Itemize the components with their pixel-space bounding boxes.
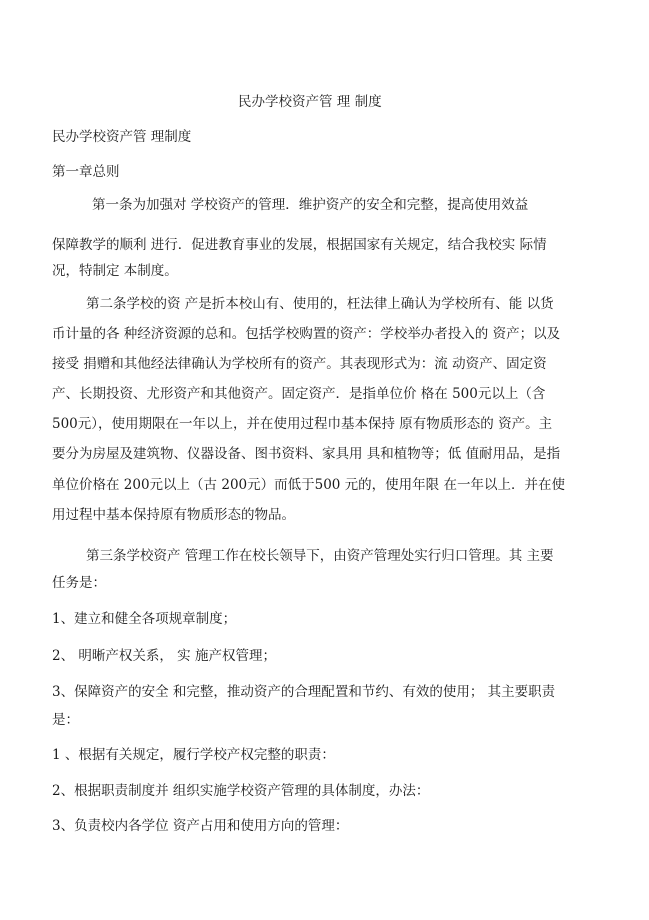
article-1-line: 第一条为加强对 学校资产的管理．维护资产的安全和完整，提高使用效益 (92, 197, 529, 213)
task-item: 1、建立和健全各项规章制度； (52, 611, 237, 627)
article-1-line: 保障教学的顺利 进行．促进教育事业的发展，根据国家有关规定，结合我校实 际情 (52, 237, 547, 253)
duty-item: 2、根据职责制度并 组织实施学校资产管理的具体制度，办法： (52, 783, 430, 799)
duty-item: 1 、根据有关规定，履行学校产权完整的职责： (52, 747, 335, 763)
task-item: 2、 明晰产权关系， 实 施产权管理； (52, 648, 276, 664)
article-2-line: 单位价格在 200元以上（古 200元）而低于500 元的，使用年限 在一年以上．并在使 (52, 477, 565, 493)
article-2-line: 500元），使用期限在一年以上，并在使用过程巾基本保持 原有物质形态的 资产。主 (52, 416, 553, 432)
article-3-line: 任务是： (52, 575, 106, 591)
duty-item: 3、负责校内各学位 资产占用和使用方向的管理： (52, 818, 349, 834)
article-2-line: 产、长期投资、尤形资产和其他资产。固定资产．是指单位价 格在 500元以上（含 (52, 386, 546, 402)
article-2-line: 第二条学校的资 产是折本校山有、使用的，枉法律上确认为学校所有、能 以货 (86, 296, 554, 312)
task-item: 是： (52, 712, 79, 728)
article-3-line: 第三条学校资产 管理工作在校长领导下，由资产管理处实行归口管理。其 主要 (86, 548, 554, 564)
article-2-line: 币计量的各 种经济资源的总和。包括学校购置的资产：学校举办者投入的 资产；以及 (52, 326, 561, 342)
chapter-heading: 第一章总则 (52, 164, 120, 180)
article-2-line: 接受 捐赠和其他经法律确认为学校所有的资产。其表现形式为：流 动资产、固定资 (52, 356, 547, 372)
article-2-line: 用过程中基本保持原有物质形态的物品。 (52, 507, 295, 523)
article-1-line: 况，特制定 本制度。 (52, 263, 178, 279)
document-title: 民办学校资产管 理 制度 (238, 94, 382, 110)
task-item: 3、保障资产的安全 和完整，推动资产的合理配置和节约、有效的使用； 其主要职责 (52, 684, 556, 700)
document-subtitle: 民办学校资产管 理制度 (52, 129, 192, 145)
article-2-line: 要分为房屋及建筑物、仪器设备、图书资料、家具用 具和植物等；低 值耐用品，是指 (52, 446, 561, 462)
